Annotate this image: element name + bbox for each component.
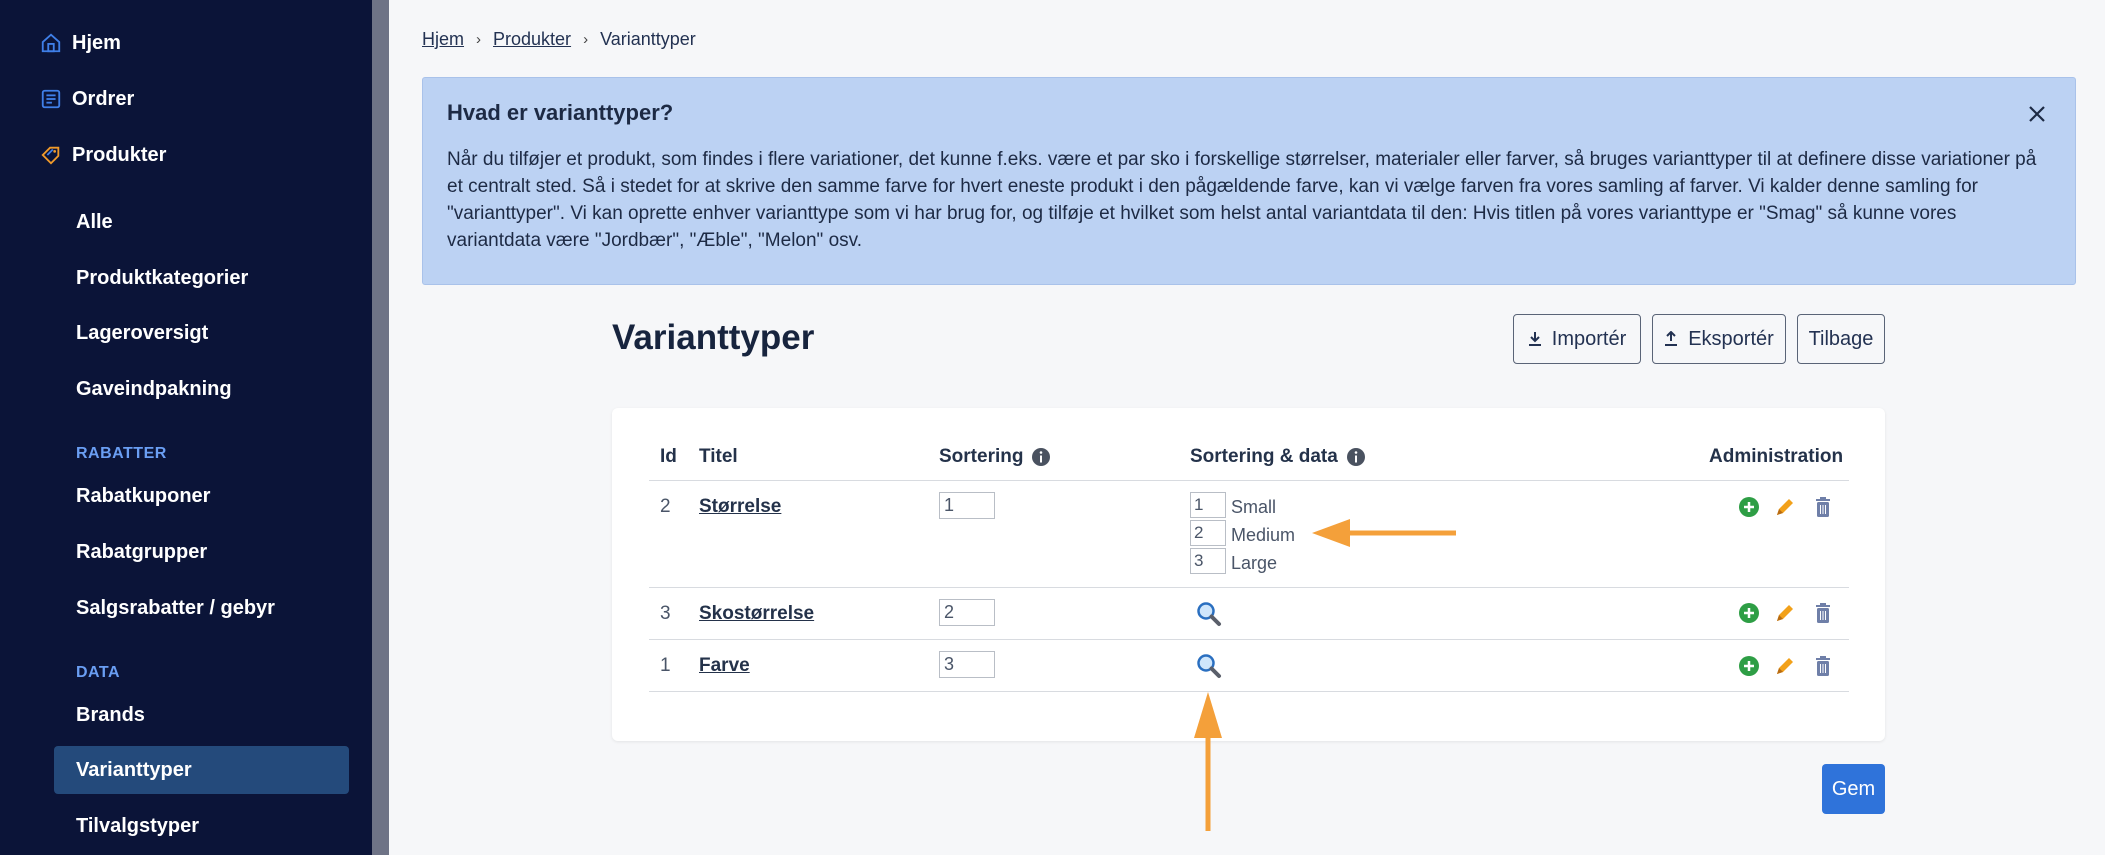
home-icon (40, 32, 62, 54)
row-title-link[interactable]: Størrelse (699, 496, 782, 517)
sidebar (0, 0, 372, 855)
magnifier-icon[interactable] (1195, 652, 1223, 680)
sidebar-item-salgsrabatter[interactable]: Salgsrabatter / gebyr (76, 596, 275, 619)
export-button[interactable] (1652, 314, 1786, 364)
info-text: Når du tilføjer et produkt, som findes i flere variationer, det kunne f.eks. være et par sko i forskellige størrelser, materialer eller farver, så bruges varianttyper til at definere disse variationer på et centralt sted. Så i stedet for at skrive den samme farve for hvert eneste produkt i den pågældende farve, kan vi vælge farven fra vores samling af farver. Vi kalder denne samling for "varianttyper". Vi kan oprette enhver varianttype som vi har brug for, og tilføje et hvilket som helst antal variantdata til den: Hvis titlen på vores varianttype er "Smag" så kunne vores variantdata være "Jordbær", "Æble", "Melon" osv. (447, 149, 2037, 251)
breadcrumb-current: Varianttyper (600, 29, 696, 49)
trash-icon[interactable] (1811, 601, 1835, 625)
sidebar-item-tilvalgstyper[interactable]: Tilvalgstyper (76, 814, 200, 837)
variant-sort-input[interactable] (1190, 492, 1226, 518)
add-icon[interactable] (1737, 654, 1761, 678)
column-header-sort-label: Sortering (939, 446, 1024, 467)
annotation-arrow-left (1310, 515, 1460, 551)
magnifier-icon[interactable] (1195, 600, 1223, 628)
section-label-rabatter: RABATTER (76, 445, 167, 462)
add-icon[interactable] (1737, 495, 1761, 519)
breadcrumb-link-products[interactable]: Produkter (493, 29, 572, 49)
variant-sort-input[interactable] (1190, 520, 1226, 546)
breadcrumb-link-home[interactable]: Hjem (422, 29, 465, 49)
row-divider (649, 639, 1849, 640)
row-id: 1 (660, 655, 671, 676)
sidebar-item-label: Produkter (72, 143, 167, 166)
sidebar-item-alle[interactable]: Alle (76, 210, 113, 233)
row-divider (649, 691, 1849, 692)
chevron-right-icon: › (476, 31, 482, 48)
info-icon[interactable] (1346, 447, 1366, 467)
tag-icon (40, 144, 62, 166)
import-button-label: Importér (1551, 327, 1627, 350)
column-header-sort-data (1190, 446, 1366, 468)
column-header-admin: Administration (1709, 446, 1844, 467)
row-title-link[interactable]: Farve (699, 655, 750, 676)
row-divider (649, 480, 1849, 481)
trash-icon[interactable] (1811, 495, 1835, 519)
breadcrumb (422, 29, 696, 50)
sort-input[interactable] (939, 651, 995, 678)
row-divider (649, 587, 1849, 588)
row-id: 2 (660, 496, 671, 517)
sidebar-item-produkter[interactable] (40, 132, 166, 178)
column-header-title: Titel (699, 446, 738, 467)
sidebar-item-gaveindpakning[interactable]: Gaveindpakning (76, 377, 232, 400)
sort-input[interactable] (939, 599, 995, 626)
sidebar-item-label: Ordrer (72, 87, 135, 110)
chevron-right-icon: › (583, 31, 589, 48)
upload-icon (1664, 331, 1678, 347)
sidebar-item-rabatkuponer[interactable]: Rabatkuponer (76, 484, 211, 507)
column-header-id: Id (660, 446, 677, 467)
sidebar-item-brands[interactable]: Brands (76, 703, 145, 726)
info-alert (422, 77, 2076, 285)
annotation-arrow-up (1190, 690, 1226, 835)
sidebar-item-varianttyper[interactable]: Varianttyper (54, 746, 349, 794)
info-icon[interactable] (1031, 447, 1051, 467)
sort-input[interactable] (939, 492, 995, 519)
add-icon[interactable] (1737, 601, 1761, 625)
column-header-sort (939, 446, 1051, 468)
variant-sort-input[interactable] (1190, 548, 1226, 574)
row-title-link[interactable]: Skostørrelse (699, 603, 815, 624)
edit-pencil-icon[interactable] (1773, 601, 1797, 625)
trash-icon[interactable] (1811, 654, 1835, 678)
page-title: Varianttyper (612, 318, 815, 357)
save-button[interactable]: Gem (1822, 764, 1885, 814)
variant-label: Small (1231, 497, 1277, 517)
edit-pencil-icon[interactable] (1773, 495, 1797, 519)
download-icon (1528, 331, 1542, 347)
close-icon[interactable] (2023, 100, 2051, 128)
export-button-label: Eksportér (1688, 327, 1774, 350)
sidebar-item-rabatgrupper[interactable]: Rabatgrupper (76, 540, 208, 563)
import-button[interactable] (1513, 314, 1641, 364)
variant-label: Large (1231, 553, 1278, 573)
orders-icon (40, 88, 62, 110)
section-label-data: DATA (76, 664, 121, 681)
sidebar-divider (372, 0, 389, 855)
sidebar-item-label: Hjem (72, 31, 121, 54)
variant-label: Medium (1231, 525, 1296, 545)
sidebar-item-produktkategorier[interactable]: Produktkategorier (76, 266, 249, 289)
back-button[interactable]: Tilbage (1797, 314, 1885, 364)
sidebar-item-lageroversigt[interactable]: Lageroversigt (76, 321, 209, 344)
edit-pencil-icon[interactable] (1773, 654, 1797, 678)
sidebar-item-ordrer[interactable] (40, 76, 134, 122)
row-id: 3 (660, 603, 671, 624)
sidebar-item-hjem[interactable] (40, 20, 121, 66)
info-title: Hvad er varianttyper? (447, 100, 674, 125)
column-header-sort-data-label: Sortering & data (1190, 446, 1338, 467)
